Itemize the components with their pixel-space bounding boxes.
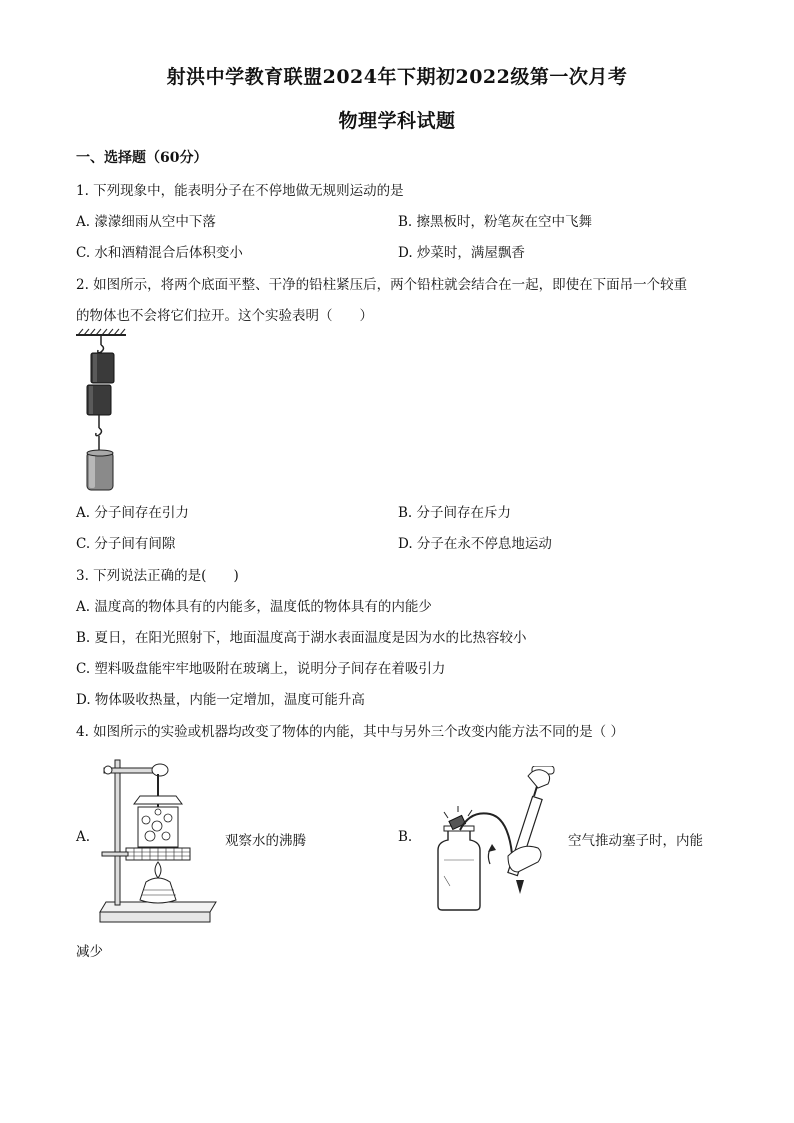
question-3-option-a: A. 温度高的物体具有的内能多，温度低的物体具有的内能少 bbox=[76, 599, 432, 615]
question-4-stem: 4. 如图所示的实验或机器均改变了物体的内能，其中与另外三个改变内能方法不同的是（ ） bbox=[76, 724, 624, 740]
question-3-option-d: D. 物体吸收热量，内能一定增加，温度可能升高 bbox=[76, 692, 365, 708]
question-2-option-c: C. 分子间有间隙 bbox=[76, 536, 176, 552]
question-1-option-c: C. 水和酒精混合后体积变小 bbox=[76, 245, 243, 261]
question-1-option-a: A. 濛濛细雨从空中下落 bbox=[76, 214, 216, 230]
exam-title: 射洪中学教育联盟2024年下期初2022级第一次月考 bbox=[166, 66, 628, 88]
air-pump-bottle-figure bbox=[424, 766, 560, 914]
question-2-stem-line1: 2. 如图所示，将两个底面平整、干净的铅柱紧压后，两个铅柱就会结合在一起，即使在下面吊一个较重 bbox=[76, 277, 688, 293]
question-4-option-a-text: 观察水的沸腾 bbox=[225, 833, 306, 849]
question-3-option-b: B. 夏日，在阳光照射下，地面温度高于湖水表面温度是因为水的比热容较小 bbox=[76, 630, 527, 646]
question-4-option-b-text-continued: 减少 bbox=[76, 944, 103, 960]
question-2-option-a: A. 分子间存在引力 bbox=[76, 505, 189, 521]
lead-cylinders-figure bbox=[74, 328, 138, 494]
question-1-option-b: B. 擦黑板时，粉笔灰在空中飞舞 bbox=[398, 214, 593, 230]
question-1-stem: 1. 下列现象中，能表明分子在不停地做无规则运动的是 bbox=[76, 183, 404, 199]
question-4-option-b-label: B. bbox=[398, 829, 413, 845]
section-heading: 一、选择题（60分） bbox=[76, 150, 208, 166]
question-2-option-d: D. 分子在永不停息地运动 bbox=[398, 536, 552, 552]
question-4-option-a-label: A. bbox=[76, 829, 91, 845]
question-2-stem-line2: 的物体也不会将它们拉开。这个实验表明（ ） bbox=[76, 308, 373, 324]
exam-subtitle: 物理学科试题 bbox=[338, 110, 456, 132]
question-3-option-c: C. 塑料吸盘能牢牢地吸附在玻璃上，说明分子间存在着吸引力 bbox=[76, 661, 446, 677]
question-1-option-d: D. 炒菜时，满屋飘香 bbox=[398, 245, 525, 261]
question-3-stem: 3. 下列说法正确的是( ) bbox=[76, 568, 239, 584]
question-2-option-b: B. 分子间存在斥力 bbox=[398, 505, 512, 521]
boiling-water-apparatus-figure bbox=[96, 752, 220, 928]
question-4-option-b-text: 空气推动塞子时，内能 bbox=[568, 833, 703, 849]
